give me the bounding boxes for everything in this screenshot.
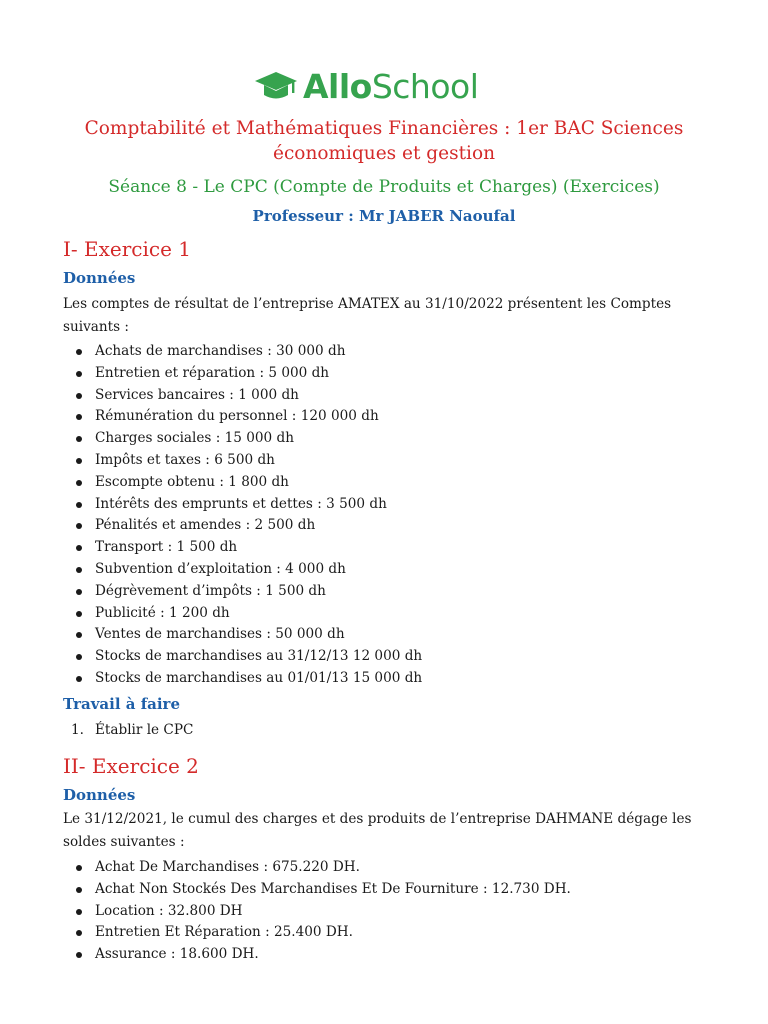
list-item: Achat Non Stockés Des Marchandises Et De Fourniture : 12.730 DH. — [63, 879, 571, 901]
exercise1-task-list — [63, 719, 193, 741]
exercise2-heading: II- Exercice 2 — [63, 754, 199, 778]
list-item: Dégrèvement d’impôts : 1 500 dh — [63, 581, 422, 603]
exercise1-data-heading: Données — [63, 269, 136, 287]
professor-line: Professeur : Mr JABER Naoufal — [252, 207, 516, 225]
list-item: Ventes de marchandises : 50 000 dh — [63, 624, 422, 646]
list-item: Publicité : 1 200 dh — [63, 603, 422, 625]
list-item: Subvention d’exploitation : 4 000 dh — [63, 559, 422, 581]
exercise2-item-list — [63, 857, 571, 966]
exercise1-task-heading: Travail à faire — [63, 695, 181, 713]
exercise1-heading: I- Exercice 1 — [63, 237, 192, 261]
list-item: Services bancaires : 1 000 dh — [63, 385, 422, 407]
list-item: Stocks de marchandises au 31/12/13 12 000 dh — [63, 646, 422, 668]
list-item: Escompte obtenu : 1 800 dh — [63, 472, 422, 494]
exercise1-intro: Les comptes de résultat de l’entreprise AMATEX au 31/10/2022 présentent les Comptes suivants : — [63, 296, 672, 335]
list-item: Impôts et taxes : 6 500 dh — [63, 450, 422, 472]
list-item: Achats de marchandises : 30 000 dh — [63, 341, 422, 363]
list-item: Entretien et réparation : 5 000 dh — [63, 363, 422, 385]
list-item: Location : 32.800 DH — [63, 901, 571, 923]
exercise1-item-list — [63, 341, 422, 690]
list-item: Charges sociales : 15 000 dh — [63, 428, 422, 450]
exercise2-data-heading: Données — [63, 786, 136, 804]
list-item: Pénalités et amendes : 2 500 dh — [63, 515, 422, 537]
logo-wordmark: AlloSchool — [303, 67, 479, 106]
exercise2-intro: Le 31/12/2021, le cumul des charges et des produits de l’entreprise DAHMANE dégage les soldes suivantes : — [63, 811, 692, 850]
list-item: Rémunération du personnel : 120 000 dh — [63, 406, 422, 428]
list-item: Transport : 1 500 dh — [63, 537, 422, 559]
alloschool-logo — [253, 64, 478, 110]
task-text: Établir le CPC — [95, 722, 194, 738]
task-number: 1. — [71, 722, 84, 738]
list-item: Assurance : 18.600 DH. — [63, 944, 571, 966]
document-title: Comptabilité et Mathématiques Financières : 1er BAC Sciences économiques et gestion — [84, 118, 684, 164]
task-item — [63, 719, 193, 741]
list-item: Entretien Et Réparation : 25.400 DH. — [63, 922, 571, 944]
list-item: Stocks de marchandises au 01/01/13 15 000 dh — [63, 668, 422, 690]
list-item: Achat De Marchandises : 675.220 DH. — [63, 857, 571, 879]
graduation-cap-icon — [253, 64, 299, 110]
list-item: Intérêts des emprunts et dettes : 3 500 dh — [63, 494, 422, 516]
session-subtitle: Séance 8 - Le CPC (Compte de Produits et Charges) (Exercices) — [108, 177, 660, 197]
